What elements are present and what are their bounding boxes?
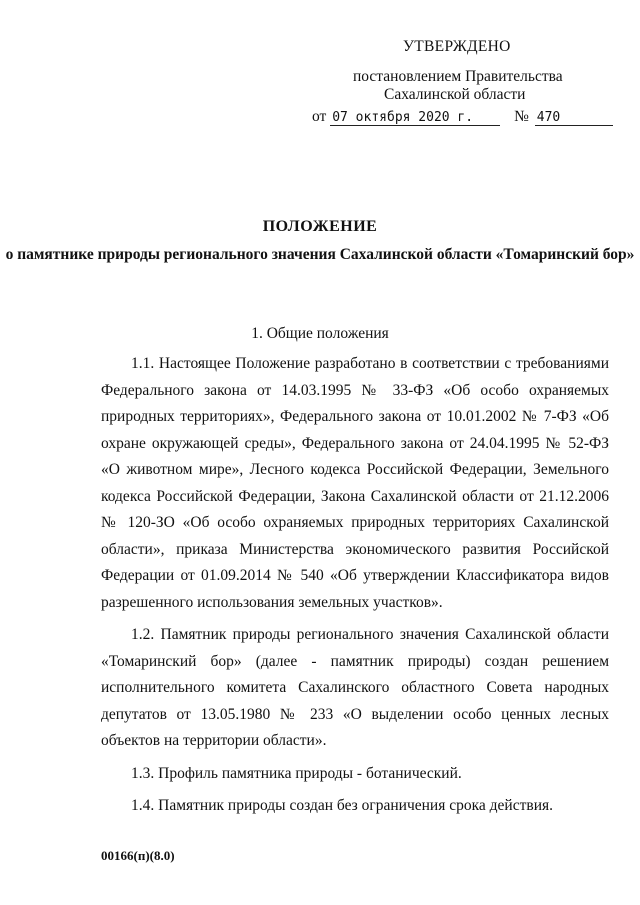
section-heading: 1. Общие положения: [251, 325, 389, 342]
approval-number: 470: [535, 110, 613, 126]
approval-date: 07 октября 2020 г.: [330, 110, 500, 126]
section-body: [101, 351, 609, 826]
document-subtitle: о памятнике природы регионального значения Сахалинской области «Томаринский бор»: [5, 246, 635, 263]
footer-code: 00166(п)(8.0): [101, 848, 175, 863]
paragraph-1-3: 1.3. Профиль памятника природы - ботанический.: [131, 764, 462, 782]
document-title: ПОЛОЖЕНИЕ: [262, 218, 378, 235]
document-title-block: [0, 218, 640, 265]
approval-issuer-line1: постановлением Правительства: [353, 68, 563, 85]
paragraph-1-4: 1.4. Памятник природы создан без ограничения срока действия.: [131, 797, 553, 814]
date-prefix: от: [312, 108, 327, 125]
paragraph-1-2: 1.2. Памятник природы регионального значения Сахалинской области «Томаринский бор» (далее - памятник природы) создан решением исполнительного комитета Сахалинского областного Совета народных депутатов от 13.05.1980 № 233 «О выделении особо ценных лесных объектов на территории области».: [101, 626, 609, 749]
approval-date-number: [312, 108, 613, 126]
number-label: №: [514, 108, 529, 125]
approval-issuer-line2: Сахалинской области: [384, 86, 526, 103]
paragraph-1-1: 1.1. Настоящее Положение разработано в соответствии с требованиями Федерального закона от 14.03.1995 № 33-ФЗ «Об особо охраняемых природных территориях», Федерального закона от 10.01.2002 № 7-ФЗ «Об охране окружающей среды», Федерального закона от 24.04.1995 № 52-ФЗ «О животном мире», Лесного кодекса Российской Федерации, Земельного кодекса Российской Федерации, Закона Сахалинской области от 21.12.2006 № 120-ЗО «Об особо охраняемых природных территориях Сахалинской области», приказа Министерства экономического развития Российской Федерации от 01.09.2014 № 540 «Об утверждении Классификатора видов разрешенного использования земельных участков».: [101, 355, 609, 611]
approval-title: УТВЕРЖДЕНО: [403, 38, 511, 55]
